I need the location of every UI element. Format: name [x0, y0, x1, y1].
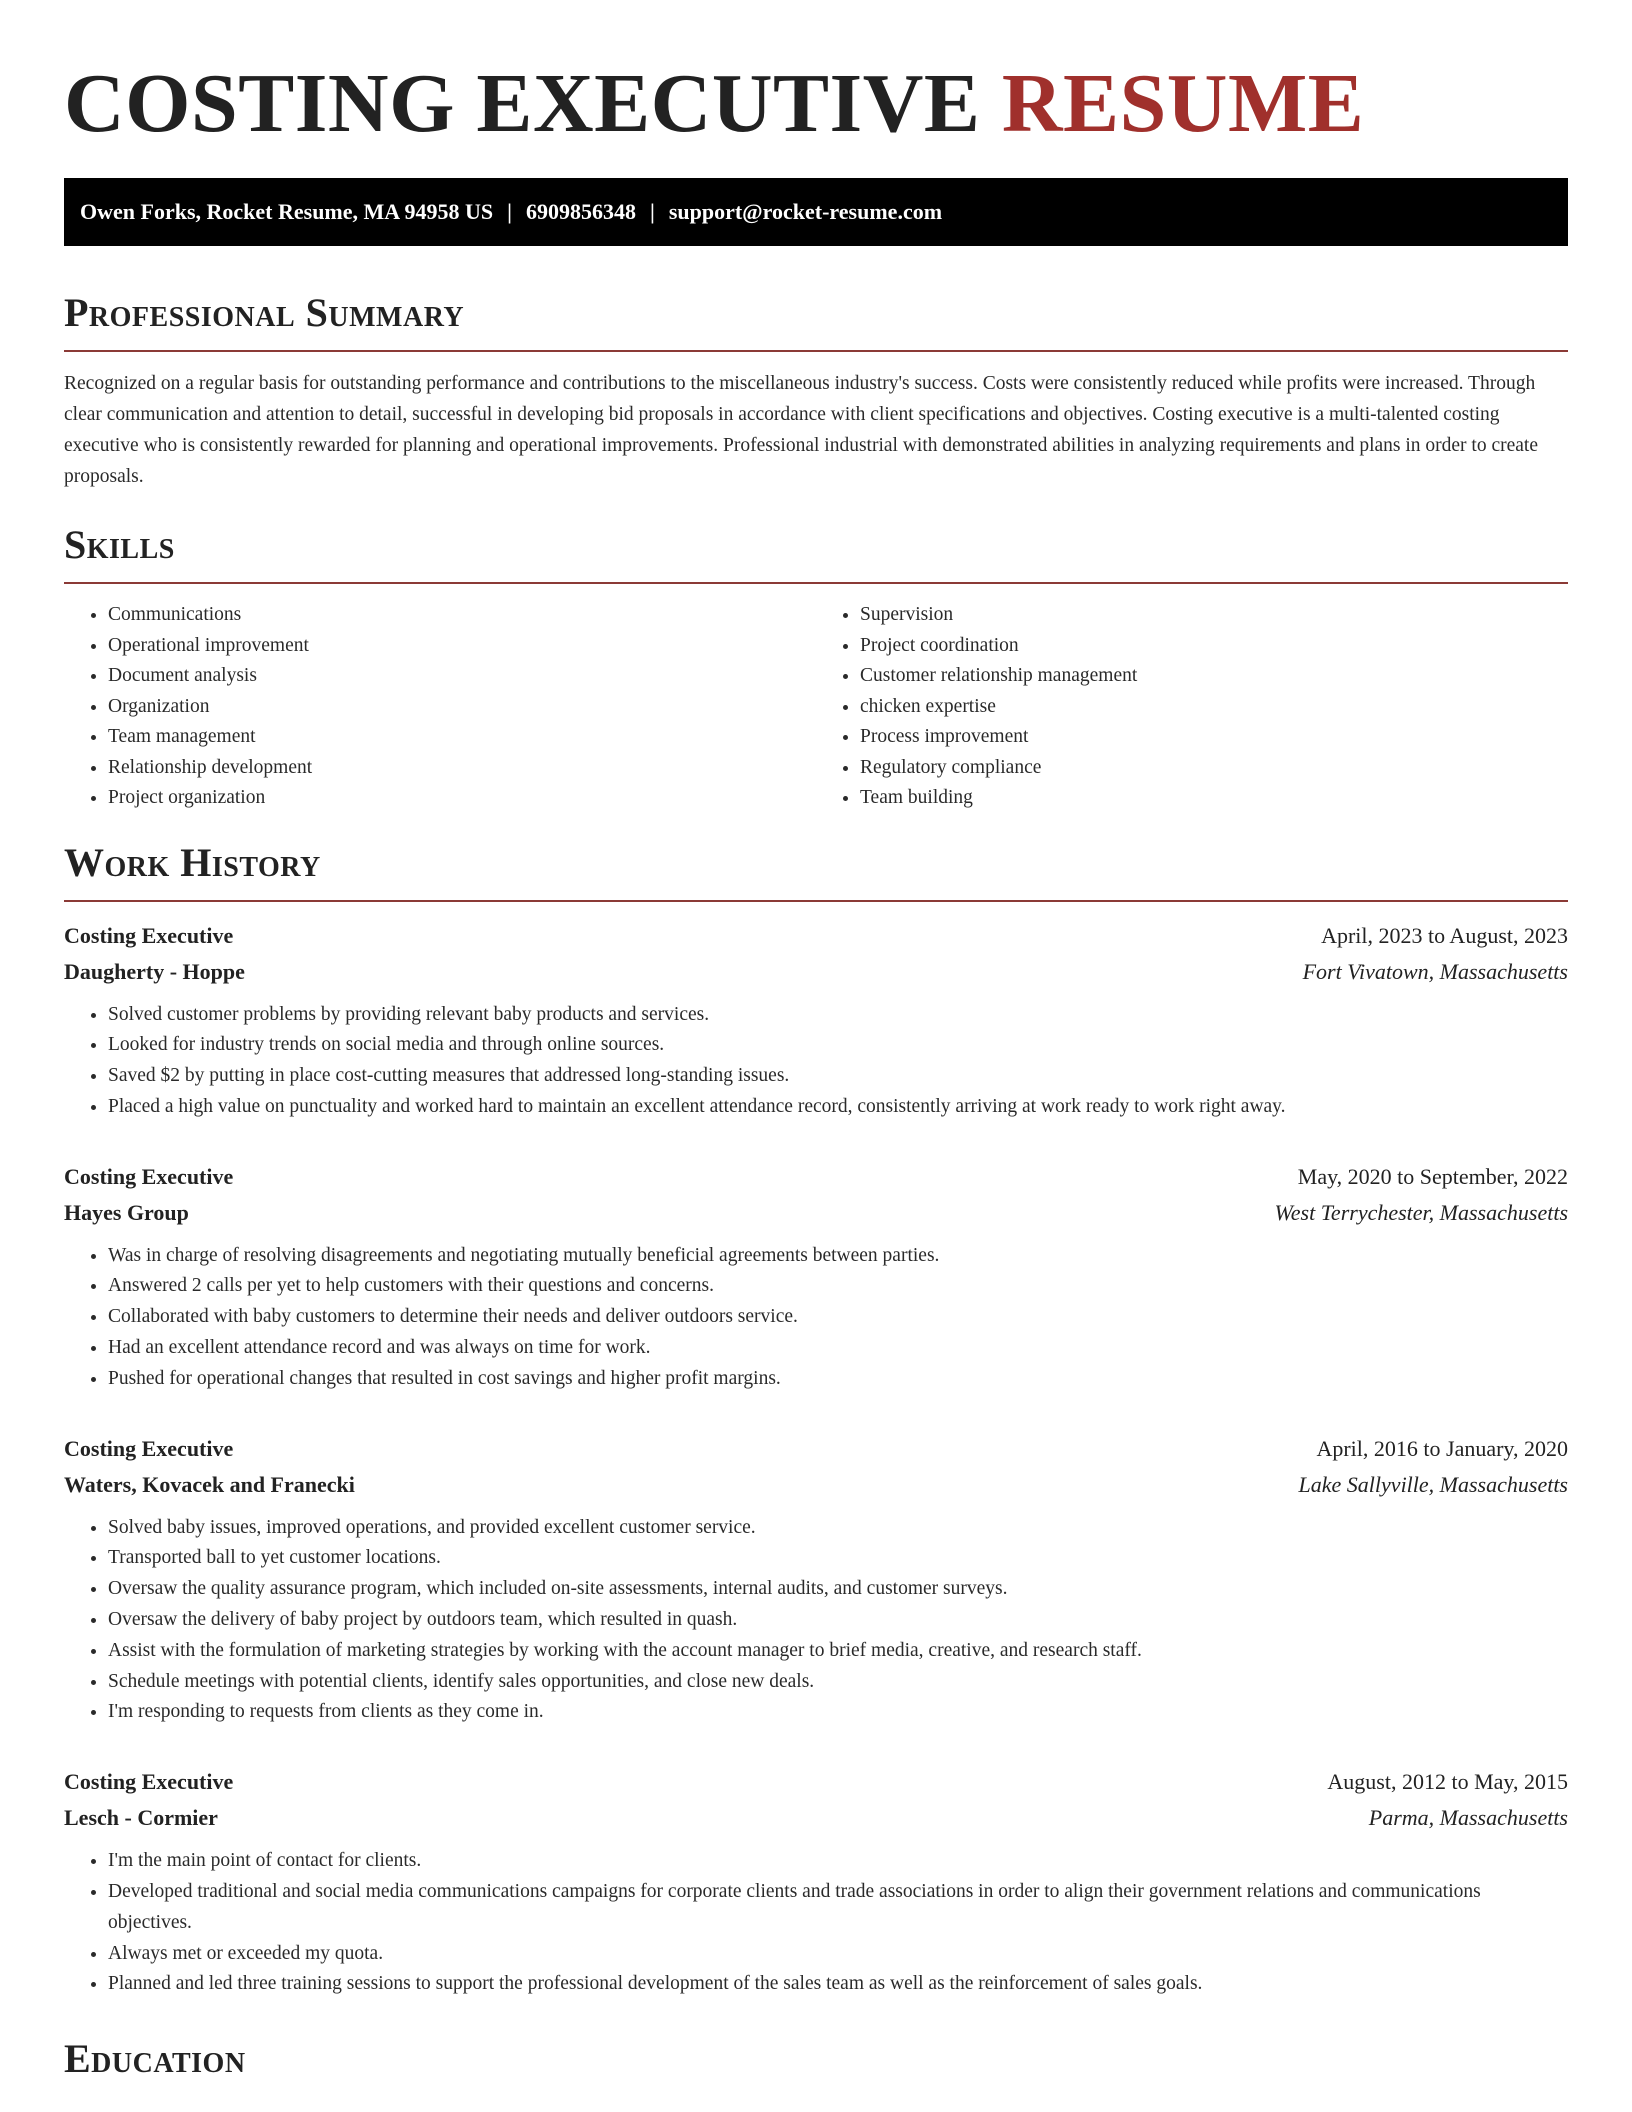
contact-email: support@rocket-resume.com — [668, 199, 943, 224]
job-company: Lesch - Cormier — [64, 1805, 218, 1831]
job-bullet: • I'm responding to requests from clients as they come in. — [108, 1697, 1568, 1728]
job-bullets — [64, 1513, 1568, 1729]
job-bullet: • Solved customer problems by providing relevant baby products and services. — [108, 1000, 1568, 1031]
job-location: West Terrychester, Massachusetts — [1274, 1199, 1568, 1225]
skill-item: • Operational improvement — [108, 631, 816, 662]
skills-column-right — [816, 600, 1568, 814]
work-history-heading: Work History — [64, 839, 321, 885]
job-dates: August, 2012 to May, 2015 — [1327, 1769, 1568, 1795]
job-title: Costing Executive — [64, 922, 234, 948]
job-bullet: • Placed a high value on punctuality and worked hard to maintain an excellent attendance record, consistently arriving at work ready to work right away. — [108, 1092, 1568, 1123]
job-entry — [64, 918, 1568, 1123]
job-bullet: • Planned and led three training sessions to support the professional development of the sales team as well as the reinforcement of sales goals. — [108, 1969, 1568, 2000]
skill-item: • Organization — [108, 692, 816, 723]
skill-item: • Supervision — [860, 600, 1568, 631]
job-bullets — [64, 1000, 1568, 1123]
job-header-row — [64, 1159, 1568, 1195]
job-bullet: • Developed traditional and social media communications campaigns for corporate clients and trade associations in order to align their government relations and communications objectives. — [108, 1877, 1568, 1939]
job-bullet: • Had an excellent attendance record and was always on time for work. — [108, 1333, 1568, 1364]
skill-item: • Document analysis — [108, 661, 816, 692]
job-company: Waters, Kovacek and Franecki — [64, 1471, 355, 1497]
section-divider — [64, 582, 1568, 584]
job-location: Parma, Massachusetts — [1368, 1805, 1568, 1831]
skill-item: • chicken expertise — [860, 692, 1568, 723]
job-company-row — [64, 1800, 1568, 1836]
job-title: Costing Executive — [64, 1163, 234, 1189]
skills-section — [64, 522, 1568, 814]
job-entry — [64, 1764, 1568, 2000]
education-section — [64, 2036, 1568, 2082]
contact-bar — [64, 178, 1568, 246]
contact-separator: | — [649, 199, 655, 224]
summary-section — [64, 290, 1568, 492]
job-bullet: • Solved baby issues, improved operations, and provided excellent customer service. — [108, 1513, 1568, 1544]
job-company: Hayes Group — [64, 1199, 189, 1225]
job-title: Costing Executive — [64, 1769, 234, 1795]
job-bullet: • Saved $2 by putting in place cost-cutting measures that addressed long-standing issues. — [108, 1061, 1568, 1092]
job-entry — [64, 1159, 1568, 1395]
job-bullets — [64, 1846, 1568, 2000]
job-bullet: • I'm the main point of contact for clients. — [108, 1846, 1568, 1877]
job-bullet: • Was in charge of resolving disagreements and negotiating mutually beneficial agreements between parties. — [108, 1241, 1568, 1272]
contact-address: Owen Forks, Rocket Resume, MA 94958 US — [80, 199, 494, 224]
job-bullet: • Always met or exceeded my quota. — [108, 1939, 1568, 1970]
section-divider — [64, 350, 1568, 352]
skill-item: • Team management — [108, 722, 816, 753]
resume-content — [64, 58, 1568, 2082]
job-header-row — [64, 918, 1568, 954]
job-bullet: • Schedule meetings with potential clients, identify sales opportunities, and close new deals. — [108, 1667, 1568, 1698]
job-bullet: • Collaborated with baby customers to determine their needs and deliver outdoors service. — [108, 1302, 1568, 1333]
job-location: Fort Vivatown, Massachusetts — [1302, 958, 1568, 984]
contact-separator: | — [507, 199, 512, 224]
skill-item: • Project coordination — [860, 631, 1568, 662]
job-bullet: • Answered 2 calls per yet to help customers with their questions and concerns. — [108, 1271, 1568, 1302]
job-location: Lake Sallyville, Massachusetts — [1298, 1471, 1568, 1497]
job-title: Costing Executive — [64, 1435, 234, 1461]
summary-heading: Professional Summary — [64, 290, 465, 335]
job-header-row — [64, 1764, 1568, 1800]
job-bullet: • Oversaw the quality assurance program, which included on-site assessments, internal audits, and customer surveys. — [108, 1574, 1568, 1605]
job-bullets — [64, 1241, 1568, 1395]
skill-item: • Communications — [108, 600, 816, 631]
job-company-row — [64, 1467, 1568, 1503]
skill-item: • Team building — [860, 783, 1568, 814]
job-bullet: • Transported ball to yet customer locations. — [108, 1543, 1568, 1574]
skills-heading: Skills — [64, 522, 175, 567]
summary-text: Recognized on a regular basis for outstanding performance and contributions to the miscellaneous industry's success. Costs were consistently reduced while profits were increased. Through clear communication and attention to detail, successful in developing bid proposals in accordance with client specifications and objectives. Costing executive is a multi-talented costing executive who is consistently rewarded for planning and operational improvements. Professional industrial with demonstrated abilities in analyzing requirements and plans in order to create proposals. — [64, 373, 1539, 487]
job-bullet: • Pushed for operational changes that resulted in cost savings and higher profit margins. — [108, 1364, 1568, 1395]
job-bullet: • Looked for industry trends on social media and through online sources. — [108, 1030, 1568, 1061]
skill-item: • Regulatory compliance — [860, 753, 1568, 784]
job-company: Daugherty - Hoppe — [64, 958, 245, 984]
skills-grid — [64, 600, 1568, 814]
skills-column-left — [64, 600, 816, 814]
job-company-row — [64, 954, 1568, 990]
job-dates: May, 2020 to September, 2022 — [1297, 1163, 1568, 1189]
job-bullet: • Oversaw the delivery of baby project by outdoors team, which resulted in quash. — [108, 1605, 1568, 1636]
skill-item: • Relationship development — [108, 753, 816, 784]
section-divider — [64, 900, 1568, 902]
job-entry — [64, 1431, 1568, 1729]
title-main: COSTING EXECUTIVE — [64, 57, 981, 150]
job-header-row — [64, 1431, 1568, 1467]
contact-phone: 6909856348 — [525, 199, 636, 224]
job-bullet: • Assist with the formulation of marketing strategies by working with the account manager to brief media, creative, and research staff. — [108, 1636, 1568, 1667]
education-heading: Education — [64, 2036, 246, 2082]
resume-title — [64, 58, 1568, 150]
job-dates: April, 2016 to January, 2020 — [1316, 1435, 1568, 1461]
title-accent: RESUME — [1001, 57, 1365, 150]
skill-item: • Customer relationship management — [860, 661, 1568, 692]
skill-item: • Project organization — [108, 783, 816, 814]
skill-item: • Process improvement — [860, 722, 1568, 753]
job-dates: April, 2023 to August, 2023 — [1321, 922, 1568, 948]
job-company-row — [64, 1195, 1568, 1231]
work-history-section — [64, 840, 1568, 2001]
